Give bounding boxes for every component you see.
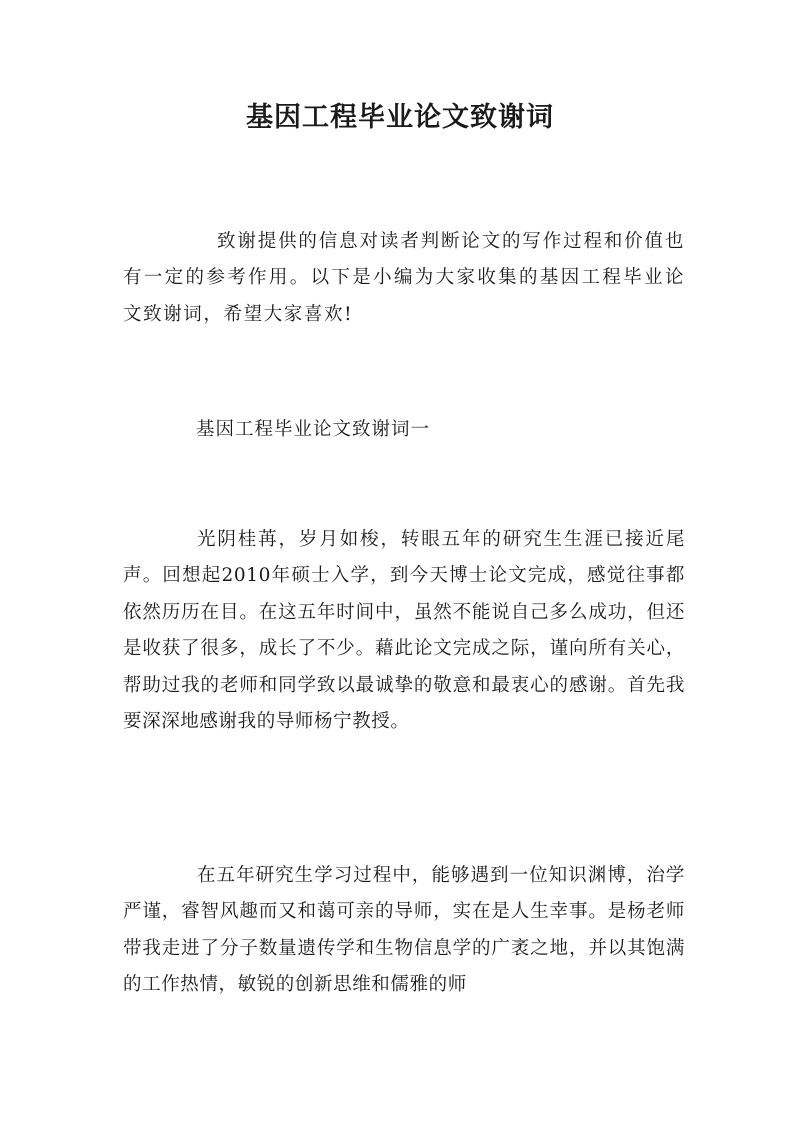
body-paragraph-1: 光阴桂苒，岁月如梭，转眼五年的研究生生涯已接近尾声。回想起2010年硕士入学，到今天博士论文完成，感觉往事都依然历历在目。在这五年时间中，虽然不能说自己多么成功，但还是收获了很多，成长了不少。藉此论文完成之际，谨向所有关心，帮助过我的老师和同学致以最诚挚的敬意和最衷心的感谢。首先我要深深地感谢我的导师杨宁教授。 [123,529,685,733]
intro-paragraph: 致谢提供的信息对读者判断论文的写作过程和价值也有一定的参考作用。以下是小编为大家收集的基因工程毕业论文致谢词，希望大家喜欢! [123,231,685,325]
document-title: 基因工程毕业论文致谢词 [246,102,554,133]
section-heading: 基因工程毕业论文致谢词一 [196,419,431,440]
body-paragraph-2: 在五年研究生学习过程中，能够遇到一位知识渊博，治学严谨，睿智风趣而又和蔼可亲的导师，实在是人生幸事。是杨老师带我走进了分子数量遗传学和生物信息学的广袤之地，并以其饱满的工作热情，敏锐的创新思维和儒雅的师 [123,865,685,996]
